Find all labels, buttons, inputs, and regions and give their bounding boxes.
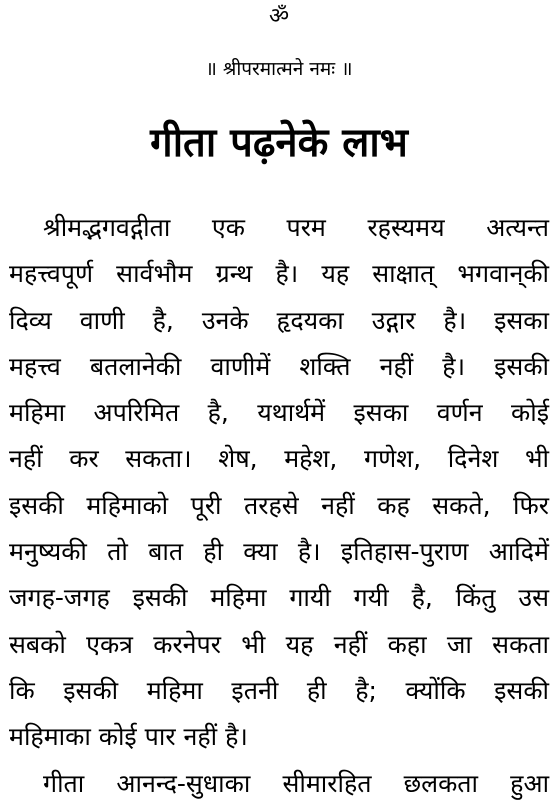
- text-line: महिमाका कोई पार नहीं है।: [9, 722, 248, 752]
- text-line: महत्त्व बतलानेकी वाणीमें शक्ति नहीं है। इसकी: [9, 351, 549, 381]
- text-line: कि इसकी महिमा इतनी ही है; क्योंकि इसकी: [9, 675, 549, 705]
- text-line: सबको एकत्र करनेपर भी यह नहीं कहा जा सकता: [9, 629, 549, 659]
- om-symbol: ॐ: [268, 4, 290, 29]
- text-line: जगह-जगह इसकी महिमा गायी गयी है, किंतु उस: [9, 583, 549, 613]
- text-line: गीता आनन्द-सुधाका सीमारहित छलकता हुआ: [43, 768, 549, 798]
- page-title: गीता पढ़नेके लाभ: [150, 120, 408, 166]
- text-line: इसकी महिमाको पूरी तरहसे नहीं कह सकते, फिर: [9, 490, 549, 520]
- text-line: महत्त्वपूर्ण सार्वभौम ग्रन्थ है। यह साक्षात् भगवान्‌की: [9, 259, 549, 289]
- text-line: मनुष्यकी तो बात ही क्या है। इतिहास-पुराण आदिमें: [9, 537, 549, 567]
- text-line: नहीं कर सकता। शेष, महेश, गणेश, दिनेश भी: [9, 444, 549, 474]
- text-line: श्रीमद्भगवद्गीता एक परम रहस्यमय अत्यन्त: [43, 213, 549, 242]
- text-line: दिव्य वाणी है, उनके हृदयका उद्गार है। इसका: [9, 305, 549, 335]
- invocation-line: ॥ श्रीपरमात्मने नमः ॥: [205, 58, 353, 80]
- body-text: [9, 205, 549, 807]
- text-line: महिमा अपरिमित है, यथार्थमें इसका वर्णन कोई: [9, 398, 549, 428]
